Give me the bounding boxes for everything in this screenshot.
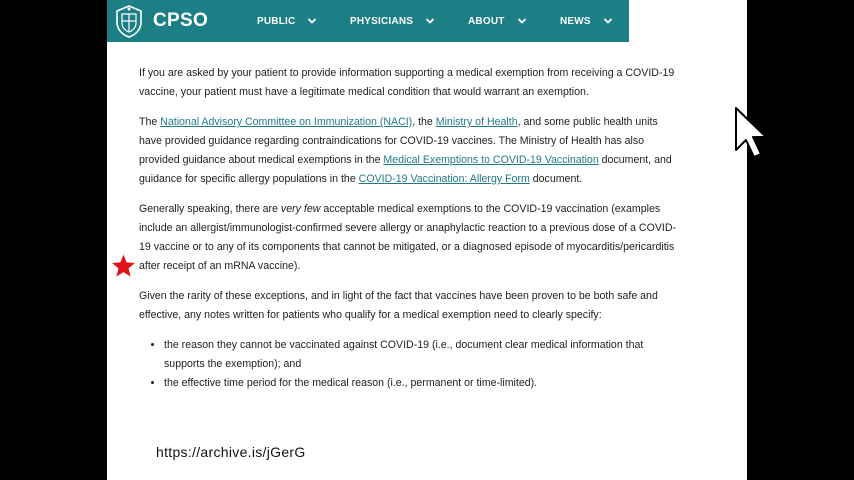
- web-page: [107, 0, 747, 480]
- paragraph-3: [139, 200, 679, 276]
- chevron-down-icon: [603, 16, 613, 26]
- requirements-list: [139, 336, 679, 393]
- archive-url: https://archive.is/jGerG: [156, 444, 306, 460]
- nav-public[interactable]: [257, 0, 317, 42]
- text: acceptable medical exemptions to the COVID-19 vaccination (examples include an allergist/immunologist-confirmed severe allergy or anaphylactic reaction to a previous dose of a COVID-19 vaccine or to any of its components that cannot be mitigated, or a diagnosed episode of myocarditis/pericarditis after receipt of an mRNA vaccine).: [139, 203, 677, 272]
- ministry-of-health-link[interactable]: Ministry of Health: [435, 116, 518, 128]
- text: The: [139, 116, 161, 128]
- cpso-logo[interactable]: [113, 4, 208, 38]
- chevron-down-icon: [425, 16, 435, 26]
- top-navbar: [107, 0, 629, 42]
- emphasis: very few: [280, 203, 321, 215]
- nav-news-label: NEWS: [560, 15, 591, 27]
- paragraph-4: Given the rarity of these exceptions, and in light of the fact that vaccines have been proven to be both safe and effective, any notes written for patients who qualify for a medical exemption need to clearly specify:: [139, 290, 658, 321]
- nav-about[interactable]: [468, 0, 527, 42]
- naci-link[interactable]: National Advisory Committee on Immunization (NACI): [160, 116, 413, 128]
- paragraph-1: If you are asked by your patient to provide information supporting a medical exemption from receiving a COVID-19 vaccine, your patient must have a legitimate medical condition that would warrant an exemption.: [139, 67, 675, 98]
- nav-news[interactable]: [560, 0, 613, 42]
- allergy-form-link[interactable]: COVID-19 Vaccination: Allergy Form: [358, 173, 530, 185]
- chevron-down-icon: [517, 16, 527, 26]
- logo-text: CPSO: [153, 10, 209, 31]
- text: Generally speaking, there are: [139, 203, 281, 215]
- paragraph-2: [139, 113, 679, 189]
- mouse-cursor-icon: [733, 106, 767, 160]
- nav-public-label: PUBLIC: [257, 15, 296, 27]
- article-content: [139, 64, 679, 393]
- text: , the: [412, 116, 436, 128]
- text: , and some public health units have provided guidance regarding contraindications for COVID-19 vaccines. The Ministry of Health has also provided guidance about medical exemptions in the: [139, 116, 658, 166]
- text: document, and guidance for specific allergy populations in the: [139, 154, 672, 185]
- chevron-down-icon: [307, 16, 317, 26]
- nav-physicians-label: PHYSICIANS: [350, 15, 414, 27]
- medical-exemptions-link[interactable]: Medical Exemptions to COVID-19 Vaccination: [383, 154, 599, 166]
- list-item: • the reason they cannot be vaccinated against COVID-19 (i.e., document clear medical information that supports the exemption); and: [164, 336, 679, 374]
- list-item: • the effective time period for the medical reason (i.e., permanent or time-limited).: [164, 374, 679, 393]
- crest-icon: [113, 4, 145, 38]
- text: document.: [529, 173, 583, 185]
- nav-about-label: ABOUT: [468, 15, 505, 27]
- nav-physicians[interactable]: [350, 0, 435, 42]
- red-star-icon: [110, 253, 137, 279]
